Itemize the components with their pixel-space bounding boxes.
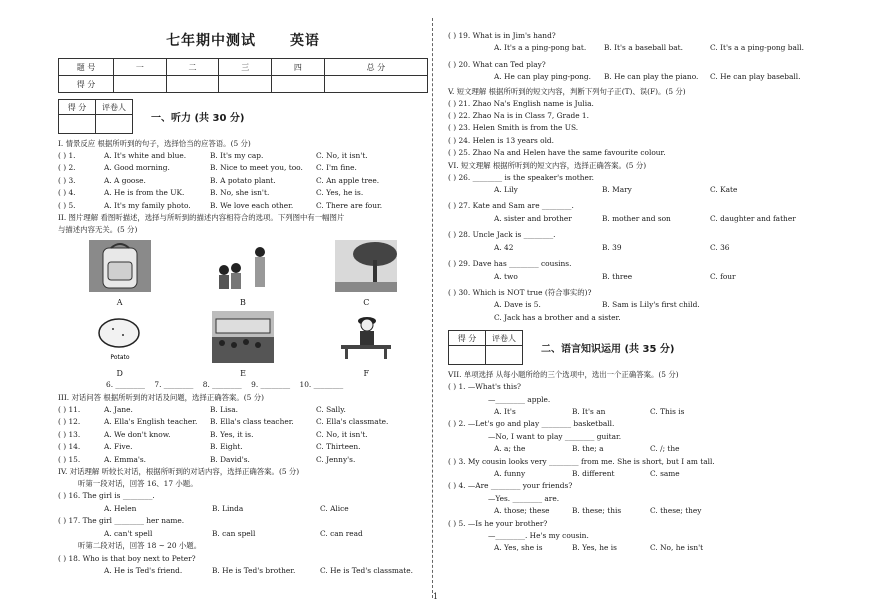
- mc-question-5: ( ) 5. —Is he your brother?: [448, 518, 548, 528]
- section-heading: 与描述内容无关。(5 分): [58, 225, 138, 235]
- question-row: ( ) 5. A. It's my family photo. B. We love each other. C. There are four.: [58, 200, 383, 210]
- answer-blank[interactable]: 10. ________: [299, 380, 344, 390]
- score-cell[interactable]: [219, 76, 272, 93]
- section-title-language: 二、语言知识运用 (共 35 分): [541, 344, 675, 356]
- tf-item: ( ) 24. Helen is 13 years old.: [448, 135, 555, 145]
- question-29: ( ) 29. Dave has ________ cousins.: [448, 259, 572, 269]
- picture-label: C: [363, 298, 370, 308]
- section-1-items: [58, 150, 428, 212]
- question-row: ( ) 15. A. Emma's. B. David's. C. Jenny's.: [58, 454, 356, 464]
- question-26: ( ) 26. ________ is the speaker's mother.: [448, 172, 594, 182]
- question-row: ( ) 1. A. It's white and blue. B. It's my cap. C. No, it isn't.: [58, 151, 368, 160]
- answer-blank[interactable]: 8. ________: [202, 380, 242, 390]
- right-column: ( ) 19. What is in Jim's hand? A. It's a a ping-pong bat. B. It's a baseball bat. C. It's a a ping-pong ball. ( ) 20. What can Ted play? A. He can play ping-pong. B. He can play the piano. C. He can play baseball. V. 短文理解 根据所听到的短文内容，判断下列句子正(T)、误(F)。(5 分) ( ) 21. Zhao Na's English name is Julia. ( ) 22. Zhao Na is in Class 7, Grade 1. ( ) 23. Helen Smith is from the US. ( ) 24. Helen is 13 years old. ( ) 25. Zhao Na and Helen have the same favourite colour. VI. 短文理解 根据所听到的短文内容，选择正确答案。(5 分) ( ) 26. ________ is the speaker's mother. A. Lily B. Mary C. Kate ( ) 27. Kate and Sam are ________. A. sister and brother B. mother and son C. daughter and father ( ) 28. Uncle Jack is ________. A. 42 B. 39 C. 36 ( ) 29. Dave has ________ cousins. A. two B. three C. four ( ) 30. Which is NOT true (符合事实的)? A. Dave is 5. B. Sam is Lily's first child. C. Jack has a brother and a sister. 得 分 评卷人 二、语言知识运用 (共 35 分) VII. 单项选择 从每小题所给的三个选项中，选出一个正确答案。(5 分) ( ) 1. —What's this? —________ apple. A. It's B. It's an C. This is ( ) 2. —Let's go and play ________ basketball. —No, I want to play ________ guitar. A. a; the B. the; a C. /; the ( ) 3. My cousin looks very ________ from me. She is short, but I am tall. A. funny B. different C. same ( ) 4. —Are ________ your friends? —Yes. ________ are. A. those; these B. these; this C. these; they ( ) 5. —Is he your brother? —________. He's my cousin. A. Yes, she is B. Yes, he is C. No, he isn't: [448, 30, 820, 555]
- section-heading: VI. 短文理解 根据所听到的短文内容，选择正确答案。(5 分): [448, 160, 647, 170]
- options-26: A. Lily B. Mary C. Kate: [494, 185, 738, 195]
- options-19: A. It's a a ping-pong bat. B. It's a baseball bat. C. It's a a ping-pong ball.: [494, 43, 804, 53]
- picture-d: [82, 311, 158, 378]
- score-cell: 三: [219, 59, 272, 76]
- answer-blanks: [58, 378, 428, 392]
- section-heading: I. 情景反应 根据所听到的句子，选择恰当的应答语。(5 分): [58, 139, 251, 148]
- tree-photo: [335, 240, 397, 292]
- options-18: A. He is Ted's friend. B. He is Ted's brother. C. He is Ted's classmate.: [104, 565, 413, 575]
- score-cell: 四: [272, 59, 325, 76]
- mc-question-1: ( ) 1. —What's this?: [448, 382, 522, 392]
- options-16: A. Helen B. Linda C. Alice: [104, 503, 349, 513]
- mc-question-2: ( ) 2. —Let's go and play ________ basketball.: [448, 419, 615, 429]
- backpack-photo: [89, 240, 151, 292]
- section-head-listening: [58, 99, 428, 134]
- question-row: ( ) 4. A. He is from the UK. B. No, she isn't. C. Yes, he is.: [58, 188, 364, 198]
- score-cell: 一: [114, 59, 167, 76]
- score-cell: 二: [166, 59, 219, 76]
- options-20: A. He can play ping-pong. B. He can play the piano. C. He can play baseball.: [494, 72, 801, 82]
- picture-label: E: [240, 369, 246, 379]
- answer-blank[interactable]: 6. ________: [106, 380, 145, 390]
- picture-row-2: [58, 311, 428, 378]
- section-title-listening: 一、听力 (共 30 分): [151, 113, 245, 124]
- people-photo: [212, 240, 274, 292]
- question-30: ( ) 30. Which is NOT true (符合事实的)?: [448, 287, 592, 297]
- sub-heading: 听第二段对话，回答 18 ~ 20 小题。: [78, 541, 202, 551]
- options-28: A. 42 B. 39 C. 36: [494, 242, 730, 252]
- answer-blank[interactable]: 7. ________: [154, 380, 194, 390]
- section-3-items: [58, 404, 428, 466]
- left-column: [58, 26, 428, 577]
- exam-title: [58, 30, 428, 50]
- mc-question-4: ( ) 4. —Are ________ your friends?: [448, 481, 573, 491]
- question-row: ( ) 2. A. Good morning. B. Nice to meet you, too. C. I'm fine.: [58, 163, 357, 173]
- picture-b: [205, 240, 281, 307]
- picture-label: D: [116, 369, 123, 379]
- picture-label: F: [363, 369, 370, 379]
- picture-f: [328, 311, 404, 378]
- options-17: A. can't spell B. can spell C. can read: [104, 528, 363, 538]
- question-row: ( ) 11. A. Jane. B. Lisa. C. Sally.: [58, 405, 346, 415]
- section-head-language: [448, 330, 820, 365]
- options-30: A. Dave is 5. B. Sam is Lily's first child.: [494, 300, 700, 310]
- page-number: 1: [433, 592, 439, 601]
- picture-a: [82, 240, 158, 307]
- bench-photo: [335, 311, 397, 363]
- score-cell: 得 分: [59, 76, 114, 93]
- score-cell[interactable]: [324, 76, 427, 93]
- score-cell[interactable]: [166, 76, 219, 93]
- question-18: ( ) 18. Who is that boy next to Peter?: [58, 553, 196, 563]
- potato-photo: [89, 311, 151, 363]
- svg-text:Potato: Potato: [110, 354, 130, 362]
- mc-options-4: A. those; these B. these; this C. these; they: [494, 506, 702, 516]
- tf-item: ( ) 23. Helen Smith is from the US.: [448, 123, 579, 133]
- crowd-photo: [212, 311, 274, 363]
- question-row: ( ) 3. A. A goose. B. A potato plant. C. An apple tree.: [58, 175, 380, 185]
- tf-item: ( ) 21. Zhao Na's English name is Julia.: [448, 98, 594, 108]
- picture-c: [328, 240, 404, 307]
- options-27: A. sister and brother B. mother and son C. daughter and father: [494, 213, 796, 223]
- mc-question-3: ( ) 3. My cousin looks very ________ from me. She is short, but I am tall.: [448, 456, 715, 466]
- title-left: 七年期中测试: [166, 33, 257, 49]
- mc-options-2: A. a; the B. the; a C. /; the: [494, 444, 680, 454]
- section-heading: II. 图片理解 看图听描述，选择与所听到的描述内容相符合的选项。下列图中有一幅图片: [58, 213, 345, 223]
- options-29: A. two B. three C. four: [494, 271, 736, 281]
- tf-item: ( ) 25. Zhao Na and Helen have the same favourite colour.: [448, 148, 666, 158]
- score-table: [58, 58, 428, 93]
- options-30-c: C. Jack has a brother and a sister.: [494, 312, 621, 322]
- mc-options-3: A. funny B. different C. same: [494, 468, 680, 478]
- title-right: 英语: [289, 33, 320, 49]
- question-row: ( ) 14. A. Five. B. Eight. C. Thirteen.: [58, 442, 361, 452]
- question-20: ( ) 20. What can Ted play?: [448, 59, 546, 69]
- grader-box: 得 分 评卷人: [448, 330, 523, 365]
- tf-item: ( ) 22. Zhao Na is in Class 7, Grade 1.: [448, 111, 589, 121]
- section-heading: IV. 对话理解 听较长对话，根据所听到的对话内容，选择正确答案。(5 分): [58, 467, 300, 477]
- question-16: ( ) 16. The girl is ________.: [58, 491, 155, 501]
- score-cell[interactable]: [114, 76, 167, 93]
- score-cell: 题 号: [59, 59, 114, 76]
- column-divider: [432, 18, 433, 598]
- question-row: ( ) 12. A. Ella's English teacher. B. Ella's class teacher. C. Ella's classmate.: [58, 417, 389, 427]
- question-28: ( ) 28. Uncle Jack is ________.: [448, 230, 556, 240]
- section-heading: III. 对话问答 根据所听到的对话及问题，选择正确答案。(5 分): [58, 393, 265, 403]
- picture-label: B: [240, 298, 246, 308]
- answer-blank[interactable]: 9. ________: [251, 380, 291, 390]
- mc-options-1: A. It's B. It's an C. This is: [494, 406, 685, 416]
- score-cell[interactable]: [272, 76, 325, 93]
- sub-heading: 听第一段对话，回答 16、17 小题。: [78, 479, 198, 489]
- grader-box: 得 分 评卷人: [58, 99, 133, 134]
- question-19: ( ) 19. What is in Jim's hand?: [448, 31, 556, 40]
- question-27: ( ) 27. Kate and Sam are ________.: [448, 201, 574, 211]
- picture-row-1: [58, 240, 428, 307]
- picture-e: [205, 311, 281, 378]
- section-heading: VII. 单项选择 从每小题所给的三个选项中，选出一个正确答案。(5 分): [448, 370, 679, 380]
- score-cell: 总 分: [324, 59, 427, 76]
- mc-options-5: A. Yes, she is B. Yes, he is C. No, he isn't: [494, 543, 704, 553]
- question-17: ( ) 17. The girl ________ her name.: [58, 516, 185, 526]
- question-row: ( ) 13. A. We don't know. B. Yes, it is. C. No, it isn't.: [58, 429, 368, 439]
- section-heading: V. 短文理解 根据所听到的短文内容，判断下列句子正(T)、误(F)。(5 分): [448, 86, 686, 96]
- picture-label: A: [116, 298, 123, 308]
